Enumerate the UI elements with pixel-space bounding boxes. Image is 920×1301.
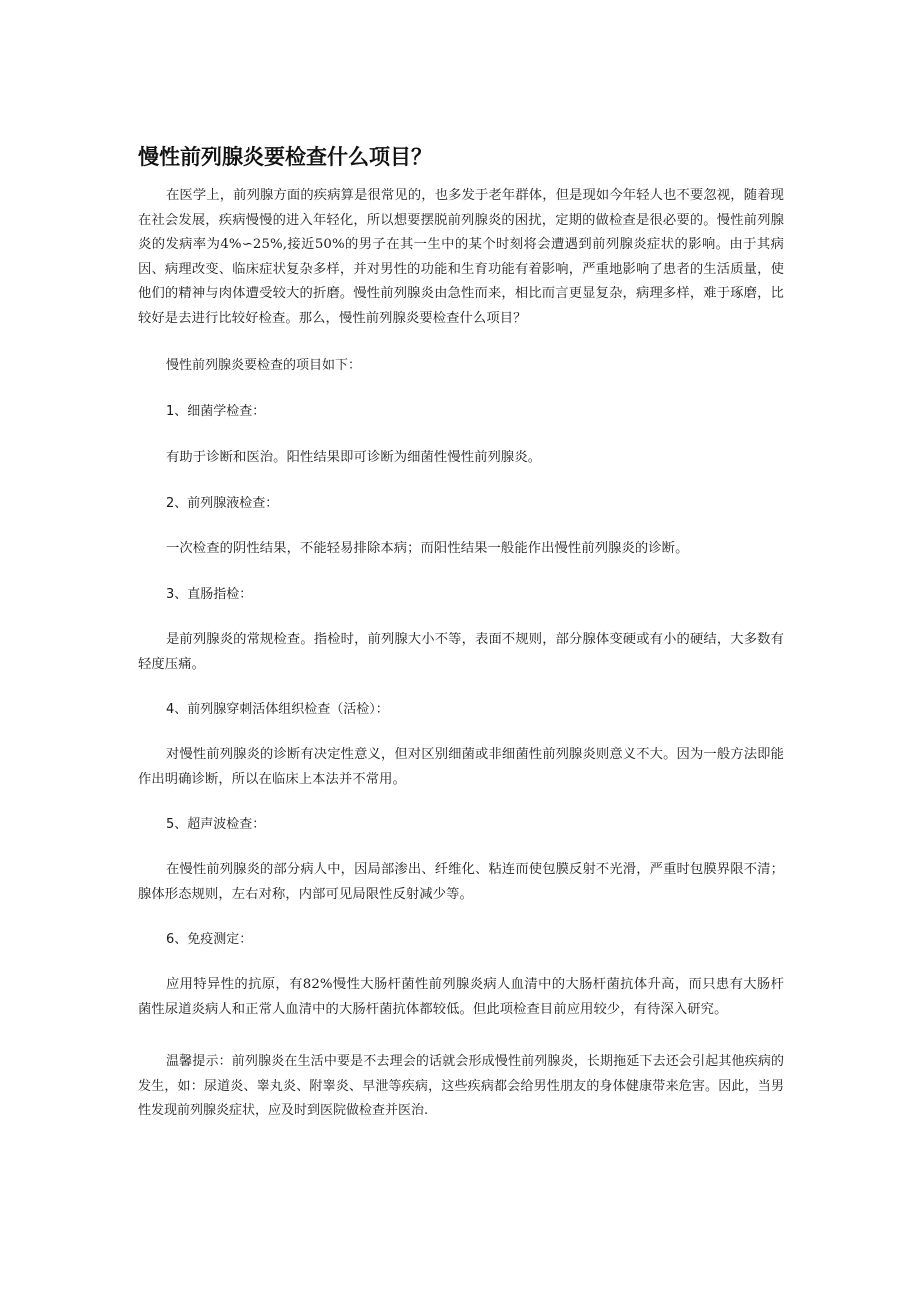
- item-body-3: 是前列腺炎的常规检查。指检时，前列腺大小不等，表面不规则，部分腺体变硬或有小的硬结，大多数有轻度压痛。: [138, 632, 784, 672]
- item-heading-4: 4、前列腺穿刺活体组织检查（活检）：: [166, 702, 389, 717]
- item-body-4: 对慢性前列腺炎的诊断有决定性意义，但对区别细菌或非细菌性前列腺炎则意义不大。因为一般方法即能作出明确诊断，所以在临床上本法并不常用。: [138, 747, 784, 787]
- item-body-6: 应用特异性的抗原，有82%慢性大肠杆菌性前列腺炎病人血清中的大肠杆菌抗体升高，而只患有大肠杆菌性尿道炎病人和正常人血清中的大肠杆菌抗体都较低。但此项检查目前应用较少，有待深入研究。: [138, 977, 784, 1017]
- item-heading-5: 5、超声波检查：: [166, 817, 266, 832]
- item-heading-1: 1、细菌学检查：: [166, 404, 266, 419]
- item-heading-2: 2、前列腺液检查：: [166, 496, 279, 511]
- article-title: 慢性前列腺炎要检查什么项目？: [138, 145, 432, 170]
- intro-paragraph: 在医学上，前列腺方面的疾病算是很常见的，也多发于老年群体，但是现如今年轻人也不要忽视，随着现在社会发展，疾病慢慢的进入年轻化，所以想要摆脱前列腺炎的困扰，定期的做检查是很必要的。慢性前列腺炎的发病率为4%∽25%,接近50%的男子在其一生中的某个时刻将会遭遇到前列腺炎症状的影响。由于其病因、病理改变、临床症状复杂多样，并对男性的功能和生育功能有着影响，严重地影响了患者的生活质量，使他们的精神与肉体遭受较大的折磨。慢性前列腺炎由急性而来，相比而言更显复杂，病理多样，难于琢磨，比较好是去进行比较好检查。那么，慢性前列腺炎要检查什么项目？: [138, 188, 784, 326]
- item-heading-3: 3、直肠指检：: [166, 587, 253, 602]
- item-body-5: 在慢性前列腺炎的部分病人中，因局部渗出、纤维化、粘连而使包膜反射不光滑，严重时包膜界限不清；腺体形态规则，左右对称，内部可见局限性反射减少等。: [138, 862, 784, 902]
- item-heading-6: 6、免疫测定：: [166, 932, 253, 947]
- item-body-2: 一次检查的阴性结果，不能轻易排除本病；而阳性结果一般能作出慢性前列腺炎的诊断。: [166, 541, 689, 556]
- warm-tip-paragraph: 温馨提示：前列腺炎在生活中要是不去理会的话就会形成慢性前列腺炎，长期拖延下去还会引起其他疾病的发生，如：尿道炎、睾丸炎、附睾炎、早泄等疾病，这些疾病都会给男性朋友的身体健康带来危害。因此，当男性发现前列腺炎症状，应及时到医院做检查并医治.: [138, 1054, 784, 1118]
- item-body-1: 有助于诊断和医治。阳性结果即可诊断为细菌性慢性前列腺炎。: [166, 450, 542, 465]
- list-intro: 慢性前列腺炎要检查的项目如下：: [166, 358, 362, 373]
